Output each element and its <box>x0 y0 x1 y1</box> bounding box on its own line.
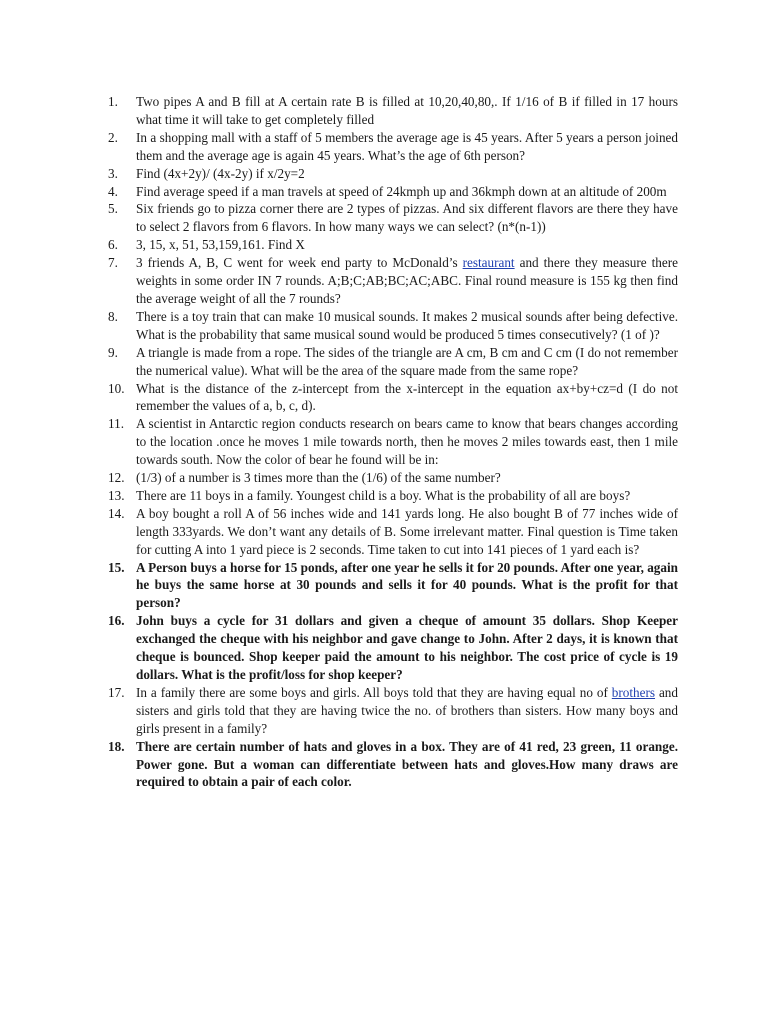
question-text: In a shopping mall with a staff of 5 members the average age is 45 years. After 5 years a person joined them and the average age is again 45 years. What’s the age of 6th person? <box>136 129 678 163</box>
question-number: 4. <box>108 183 118 199</box>
question-number: 16. <box>108 613 125 629</box>
question-number: 6. <box>108 237 118 253</box>
question-text: (1/3) of a number is 3 times more than the (1/6) of the same number? <box>136 470 501 486</box>
question-text: Two pipes A and B fill at A certain rate B is filled at 10,20,40,80,. If 1/16 of B if filled in 17 hours what time it will take to get completely filled <box>136 94 678 127</box>
question-number: 10. <box>108 380 125 396</box>
question-text: Find average speed if a man travels at speed of 24kmph up and 36kmph down at an altitude of 200m <box>136 183 667 199</box>
question-text: A boy bought a roll A of 56 inches wide and 141 yards long. He also bought B of 77 inches wide of length 333yards. We don’t want any details of B. Some irrelevant matter. Final question is Time taken for cutting A into 1 yard piece is 2 seconds. Time taken to cut into 141 pieces of 1 yard each is? <box>136 505 678 557</box>
question-number: 5. <box>108 201 118 217</box>
question-item <box>108 93 678 129</box>
question-number: 2. <box>108 129 118 145</box>
question-text-after: and sisters and girls told that they are having twice the no. of brothers than sisters. How many boys and girls present in a family? <box>136 684 678 736</box>
question-text: A triangle is made from a rope. The sides of the triangle are A cm, B cm and C cm (I do not remember the numerical value). What will be the area of the square made from the same rope? <box>136 344 678 378</box>
question-text: What is the distance of the z-intercept from the x-intercept in the equation ax+by+cz=d (I do not remember the values of a, b, c, d). <box>136 380 678 414</box>
question-item <box>108 505 678 559</box>
question-text: 3, 15, x, 51, 53,159,161. Find X <box>136 237 305 253</box>
question-number: 8. <box>108 308 118 324</box>
question-number: 14. <box>108 505 125 521</box>
question-number: 17. <box>108 684 125 700</box>
question-item <box>108 487 678 505</box>
question-item <box>108 254 678 308</box>
question-text: There are certain number of hats and gloves in a box. They are of 41 red, 23 green, 11 orange. Power gone. But a woman can differentiate between hats and gloves.How many draws are required to obtain a pair of each color. <box>136 738 678 790</box>
question-text-before: 3 friends A, B, C went for week end party to McDonald’s <box>136 255 463 271</box>
question-item <box>108 308 678 344</box>
question-text: Six friends go to pizza corner there are 2 types of pizzas. And six different flavors are there they have to select 2 flavors from 6 flavors. In how many ways we can select? (n*(n-1)) <box>136 201 678 235</box>
question-number: 9. <box>108 344 118 360</box>
question-text: A scientist in Antarctic region conducts research on bears came to know that bears changes according to the location .once he moves 1 mile towards north, then he moves 2 miles towards east, then 1 mile towards south. Now the color of bear he found will be in: <box>136 416 678 468</box>
question-item <box>108 684 678 738</box>
question-text: There is a toy train that can make 10 musical sounds. It makes 2 musical sounds after being defective. What is the probability that same musical sound would be produced 5 times consecutively? (1 of )? <box>136 308 678 342</box>
question-number: 18. <box>108 738 125 754</box>
question-number: 7. <box>108 255 118 271</box>
question-text: John buys a cycle for 31 dollars and given a cheque of amount 35 dollars. Shop Keeper exchanged the cheque with his neighbor and gave change to John. After 2 days, it is known that cheque is bounced. Shop keeper paid the amount to his neighbor. The cost price of cycle is 19 dollars. What is the profit/loss for shop keeper? <box>136 613 678 682</box>
question-item <box>108 612 678 684</box>
question-item <box>108 236 678 254</box>
restaurant-link[interactable]: restaurant <box>462 255 515 271</box>
question-number: 15. <box>108 559 125 575</box>
question-number: 11. <box>108 416 124 432</box>
question-number: 1. <box>108 94 118 109</box>
question-number: 3. <box>108 165 118 181</box>
question-item <box>108 344 678 380</box>
question-item <box>108 559 678 613</box>
question-item <box>108 469 678 487</box>
question-text-before: In a family there are some boys and girls. All boys told that they are having equal no of <box>136 684 612 700</box>
question-text: A Person buys a horse for 15 ponds, after one year he sells it for 20 pounds. After one year, again he buys the same horse at 30 pounds and sells it for 40 pounds. What is the profit for that person? <box>136 559 678 611</box>
question-text: There are 11 boys in a family. Youngest child is a boy. What is the probability of all are boys? <box>136 487 631 503</box>
brothers-link[interactable]: brothers <box>611 684 656 700</box>
question-item <box>108 183 678 201</box>
question-item <box>108 738 678 792</box>
question-list <box>108 93 678 791</box>
question-item <box>108 200 678 236</box>
question-number: 12. <box>108 470 125 486</box>
question-item <box>108 415 678 469</box>
question-text: Find (4x+2y)/ (4x-2y) if x/2y=2 <box>136 165 305 181</box>
question-text-after: and there they measure there weights in some order IN 7 rounds. A;B;C;AB;BC;AC;ABC. Final round measure is 155 kg then find the average weight of all the 7 rounds? <box>136 255 678 306</box>
question-item <box>108 165 678 183</box>
question-item <box>108 129 678 165</box>
question-number: 13. <box>108 487 125 503</box>
question-item <box>108 380 678 416</box>
